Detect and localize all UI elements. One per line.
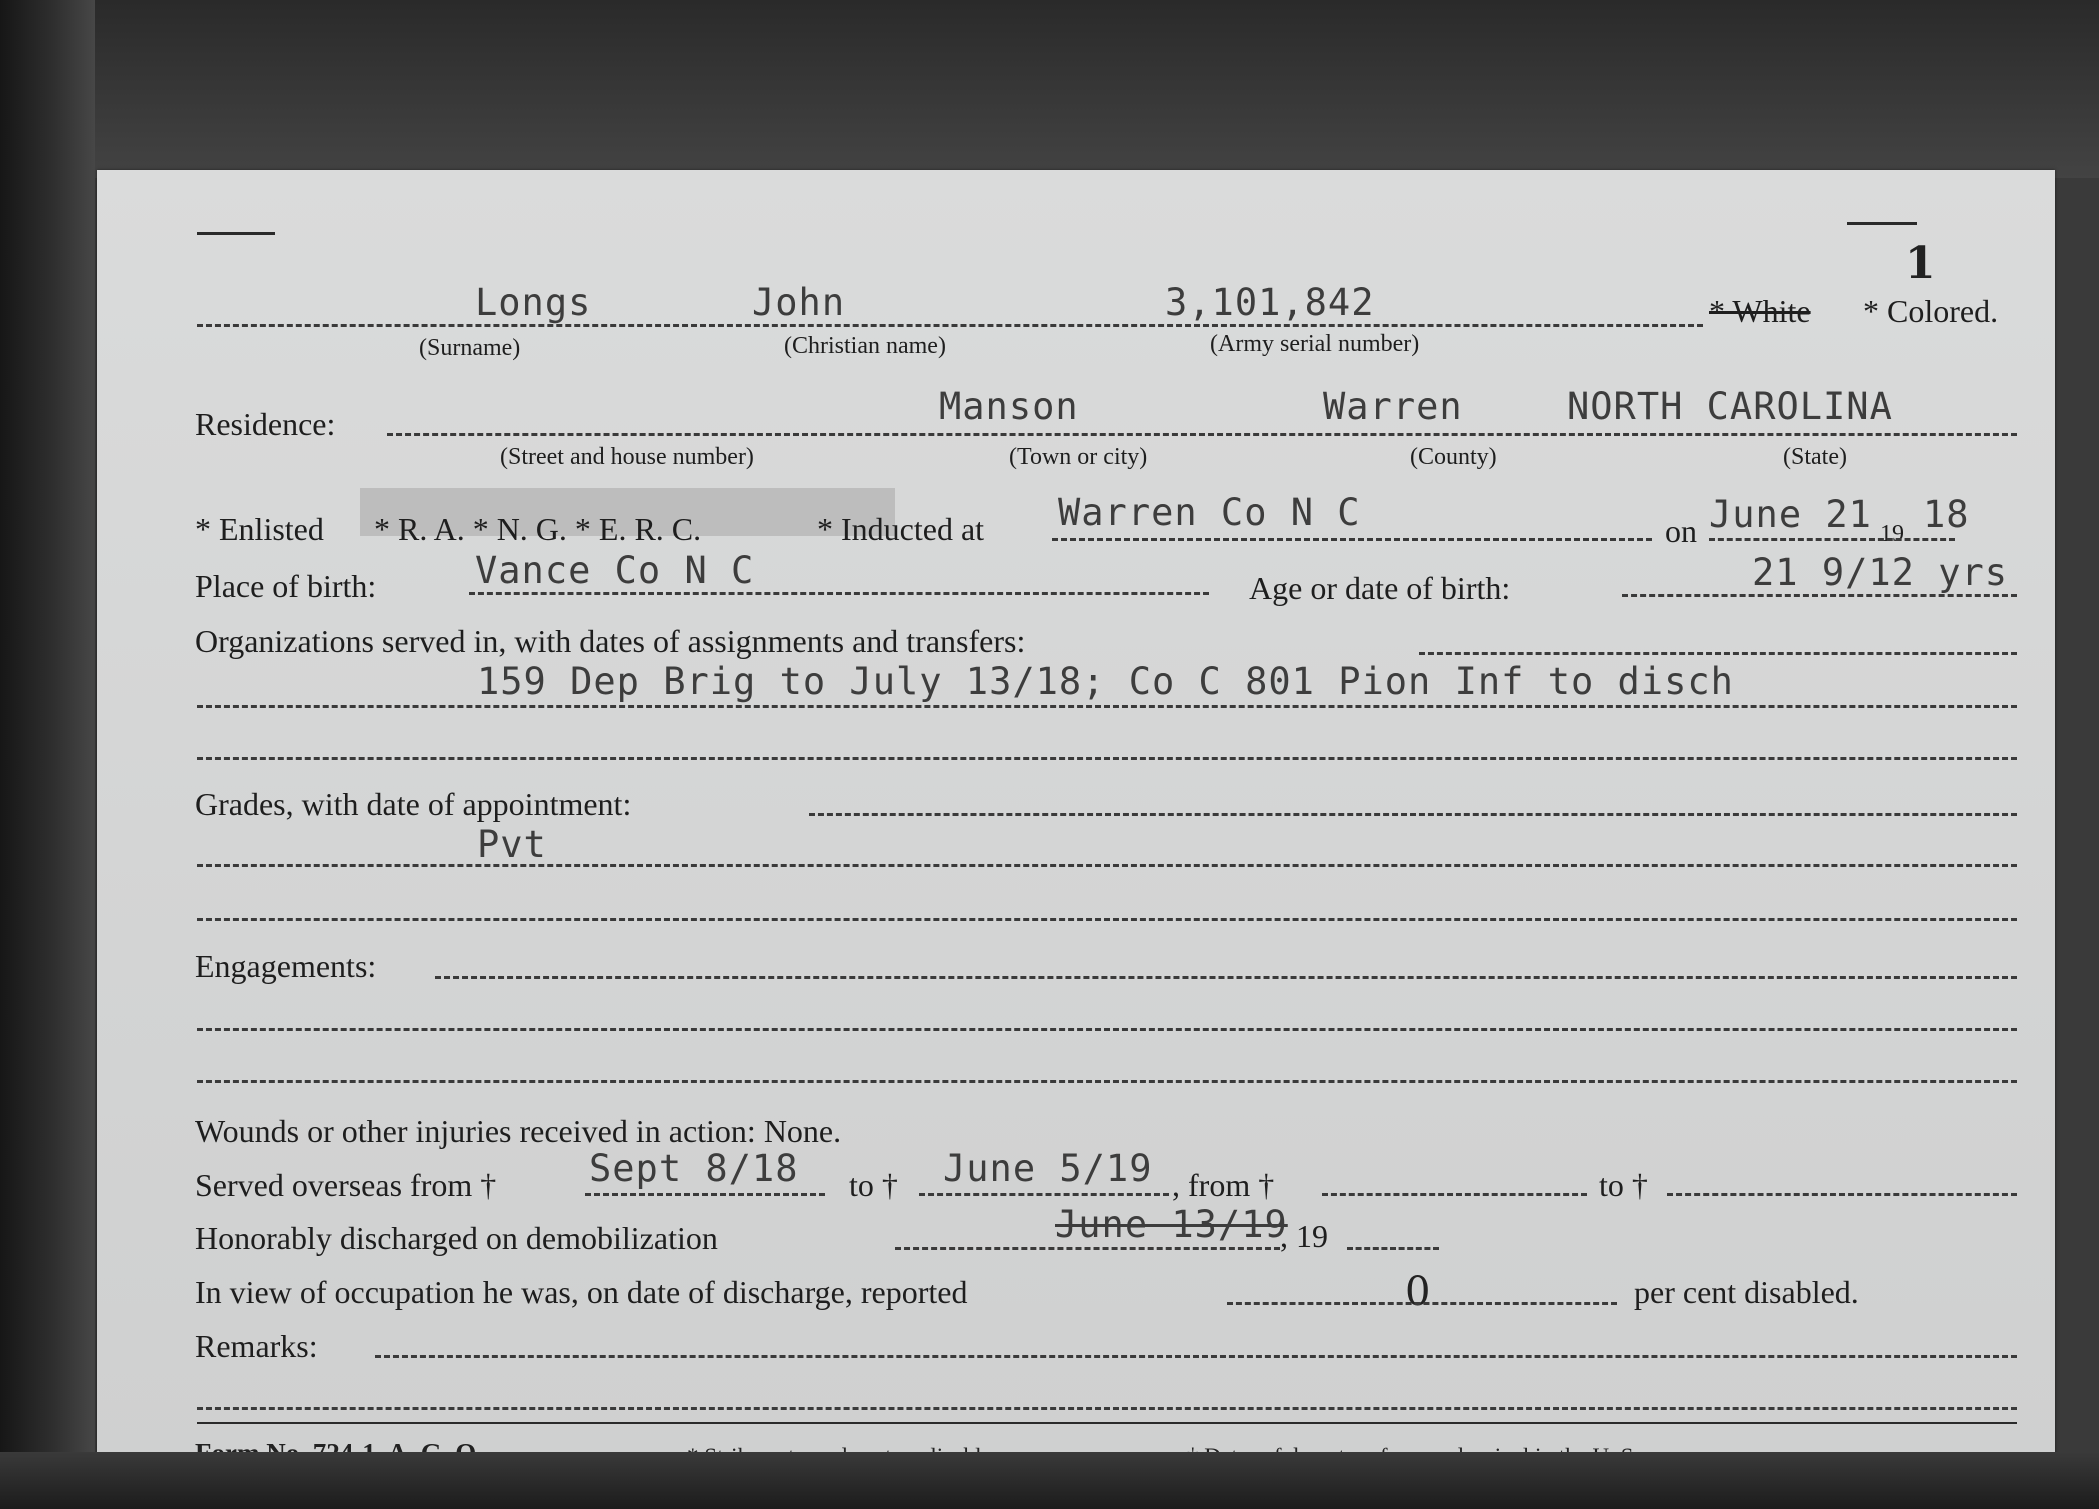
place-of-birth-line (469, 592, 1209, 595)
race-white-option: * White (1709, 293, 1811, 329)
service-branch-options: * R. A. * N. G. * E. R. C. (374, 511, 702, 547)
organizations-label: Organizations served in, with dates of assignments and transfers: (195, 623, 1026, 659)
enlisted-option: * Enlisted (195, 511, 324, 547)
residence-line (387, 433, 2017, 436)
scan-frame-top (95, 0, 2099, 178)
service-record-card (97, 170, 2055, 1470)
disability-label: In view of occupation he was, on date of discharge, reported (195, 1274, 968, 1310)
overseas-label: Served overseas from † (195, 1167, 497, 1203)
overseas-to-line (919, 1193, 1169, 1196)
state-caption: (State) (1783, 444, 1847, 470)
age-value: 21 9/12 yrs (1752, 551, 2009, 594)
overseas-to2-label: to † (1599, 1167, 1648, 1203)
army-serial-caption: (Army serial number) (1210, 331, 1420, 357)
engagements-label: Engagements: (195, 948, 377, 984)
induction-year-value: 18 (1923, 493, 1970, 536)
remarks-line-2 (197, 1422, 2017, 1424)
induction-year-prefix: 19 (1880, 521, 1904, 547)
inducted-at-value: Warren Co N C (1058, 491, 1361, 534)
remarks-line-1 (197, 1407, 2017, 1410)
induction-date-line (1709, 538, 1955, 541)
race-colored-option: * Colored. (1863, 293, 1999, 329)
christian-name-caption: (Christian name) (784, 333, 946, 359)
street-caption: (Street and house number) (500, 444, 754, 470)
engagements-line-0 (435, 976, 2017, 979)
discharge-date-line (895, 1247, 1280, 1250)
county-caption: (County) (1410, 444, 1497, 470)
overseas-from2-line (1322, 1193, 1587, 1196)
engagements-line-1 (197, 1028, 2017, 1031)
card-number: 1 (1905, 238, 1936, 289)
overseas-from-value: Sept 8/18 (589, 1147, 799, 1190)
disability-value: 0 (1405, 1269, 1431, 1315)
remarks-label: Remarks: (195, 1328, 318, 1364)
overseas-from2-label: , from † (1172, 1167, 1275, 1203)
scan-frame-bottom (0, 1452, 2099, 1509)
inducted-label: * Inducted at (817, 511, 985, 547)
christian-name-value: John (752, 281, 846, 324)
overseas-to-value: June 5/19 (943, 1147, 1153, 1190)
age-line (1622, 594, 2017, 597)
surname-caption: (Surname) (419, 335, 521, 361)
discharge-date-value: June 13/19 (1055, 1203, 1288, 1246)
overseas-to-label: to † (849, 1167, 898, 1203)
organizations-line-0 (1419, 652, 2017, 655)
wounds-label: Wounds or other injuries received in action: None. (195, 1113, 842, 1149)
grades-line-1 (197, 864, 2017, 867)
on-label: on (1665, 513, 1697, 549)
residence-town-value: Manson (939, 385, 1079, 428)
inducted-line (1052, 538, 1652, 541)
age-label: Age or date of birth: (1249, 570, 1511, 606)
grades-label: Grades, with date of appointment: (195, 786, 632, 822)
induction-date-value: June 21 (1709, 493, 1872, 536)
organizations-value: 159 Dep Brig to July 13/18; Co C 801 Pion Inf to disch (477, 660, 1734, 703)
scan-frame-left (0, 0, 95, 1509)
corner-mark-right (1847, 222, 1917, 225)
place-of-birth-label: Place of birth: (195, 568, 377, 604)
engagements-line-2 (197, 1080, 2017, 1083)
town-caption: (Town or city) (1009, 444, 1148, 470)
discharge-year-suffix: , 19 (1280, 1218, 1328, 1254)
discharge-year-line (1347, 1247, 1439, 1250)
residence-state-value: NORTH CAROLINA (1567, 385, 1893, 428)
overseas-from-line (585, 1193, 825, 1196)
army-serial-value: 3,101,842 (1165, 281, 1375, 324)
disability-line (1227, 1302, 1617, 1305)
place-of-birth-value: Vance Co N C (475, 549, 755, 592)
overseas-to2-line (1667, 1193, 2017, 1196)
residence-label: Residence: (195, 406, 336, 442)
surname-value: Longs (475, 281, 592, 324)
discharge-label: Honorably discharged on demobilization (195, 1220, 718, 1256)
grades-line-0 (809, 813, 2017, 816)
grades-value: Pvt (477, 823, 547, 866)
name-line (197, 324, 1703, 327)
disability-suffix: per cent disabled. (1634, 1274, 1859, 1310)
corner-mark-left (197, 232, 275, 235)
organizations-line-2 (197, 757, 2017, 760)
remarks-line-0 (375, 1355, 2017, 1358)
residence-county-value: Warren (1323, 385, 1463, 428)
grades-line-2 (197, 918, 2017, 921)
organizations-line-1 (197, 705, 2017, 708)
